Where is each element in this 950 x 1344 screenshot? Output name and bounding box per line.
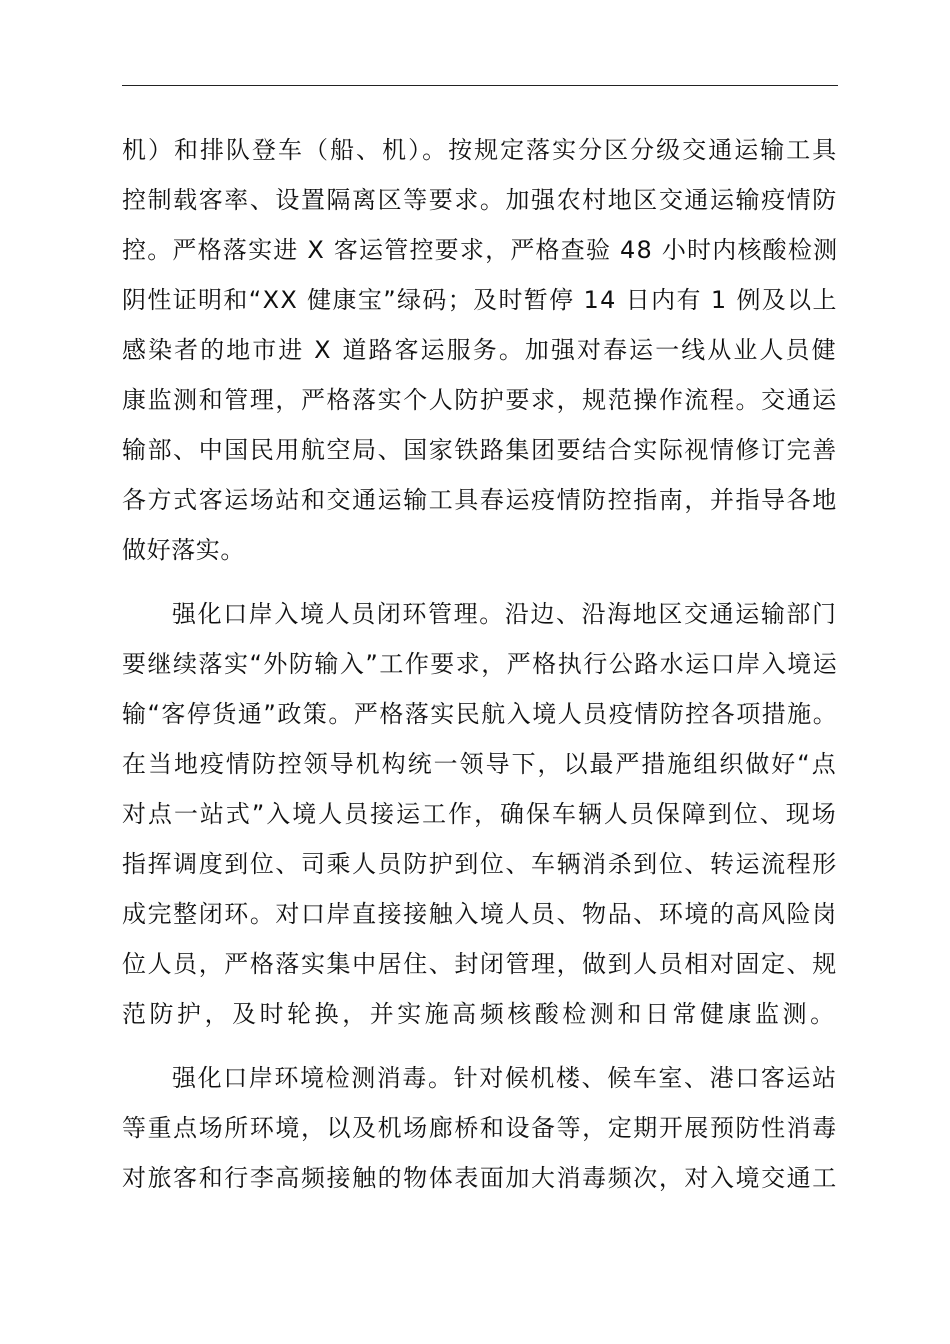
paragraph-line: 机）和排队登车（船、机）。按规定落实分区分级交通运输工具: [122, 136, 839, 164]
paragraph-line: 输部、中国民用航空局、国家铁路集团要结合实际视情修订完善: [122, 436, 838, 464]
paragraph-line: 在当地疫情防控领导机构统一领导下，以最严措施组织做好“点: [122, 750, 838, 778]
paragraph-line: 要继续落实“外防输入”工作要求，严格执行公路水运口岸入境运: [122, 650, 839, 678]
paragraph-line: 控制载客率、设置隔离区等要求。加强农村地区交通运输疫情防: [122, 186, 838, 214]
paragraph-line: 输“客停货通”政策。严格落实民航入境人员疫情防控各项措施。: [122, 700, 839, 728]
paragraph-line: 位人员，严格落实集中居住、封闭管理，做到人员相对固定、规: [122, 950, 838, 978]
paragraph-line: 成完整闭环。对口岸直接接触入境人员、物品、环境的高风险岗: [122, 900, 838, 928]
paragraph-line: 范防护，及时轮换，并实施高频核酸检测和日常健康监测。: [122, 1000, 838, 1028]
paragraph-line: 康监测和管理，严格落实个人防护要求，规范操作流程。交通运: [122, 386, 838, 414]
header-rule: [122, 85, 838, 86]
paragraph-line: 强化口岸环境检测消毒。针对候机楼、候车室、港口客运站: [172, 1064, 838, 1092]
paragraph-line: 各方式客运场站和交通运输工具春运疫情防控指南，并指导各地: [122, 486, 838, 514]
paragraph-line: 对点一站式”入境人员接运工作，确保车辆人员保障到位、现场: [122, 800, 838, 828]
paragraph-line: 感染者的地市进 X 道路客运服务。加强对春运一线从业人员健: [122, 336, 838, 364]
paragraph-line: 阴性证明和“XX 健康宝”绿码；及时暂停 14 日内有 1 例及以上: [122, 286, 838, 314]
paragraph-line: 对旅客和行李高频接触的物体表面加大消毒频次，对入境交通工: [122, 1164, 838, 1192]
paragraph-line: 等重点场所环境，以及机场廊桥和设备等，定期开展预防性消毒: [122, 1114, 838, 1142]
paragraph-line: 指挥调度到位、司乘人员防护到位、车辆消杀到位、转运流程形: [122, 850, 838, 878]
paragraph-line: 做好落实。: [122, 536, 245, 564]
paragraph-line: 控。严格落实进 X 客运管控要求，严格查验 48 小时内核酸检测: [122, 236, 839, 264]
paragraph-line: 强化口岸入境人员闭环管理。沿边、沿海地区交通运输部门: [172, 600, 838, 628]
